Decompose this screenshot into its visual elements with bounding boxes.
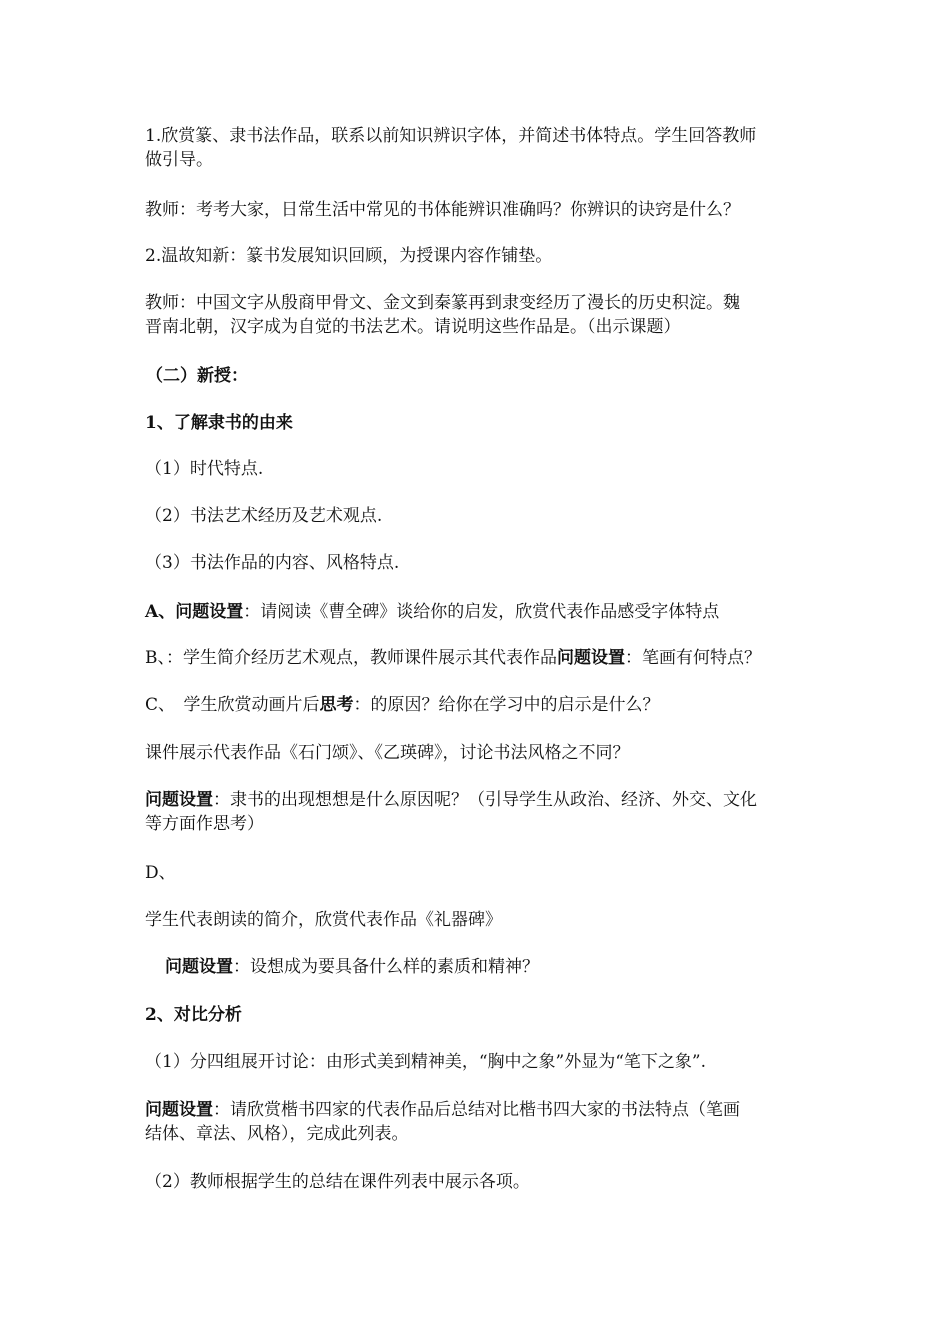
text-span: ：请欣赏楷书四家的代表作品后总结对比楷书四大家的书法特点（笔画 xyxy=(213,1100,740,1120)
text-line xyxy=(145,693,815,717)
text-line: （3）书法作品的内容、风格特点. xyxy=(145,553,400,573)
text-line xyxy=(165,955,835,979)
text-line: 学生代表朗读的简介，欣赏代表作品《礼器碑》 xyxy=(145,910,502,930)
list-item-1 xyxy=(145,457,815,481)
text-span: ：设想成为要具备什么样的素质和精神？ xyxy=(233,957,539,977)
list-item-teacher-summary xyxy=(145,1170,815,1194)
paragraph-question-four-masters xyxy=(145,1098,815,1146)
text-span: ：笔画有何特点？ xyxy=(625,648,761,668)
bold-label: 思考 xyxy=(319,695,354,715)
text-line: 1、了解隶书的由来 xyxy=(145,413,293,433)
text-line: （1）分四组展开讨论：由形式美到精神美，“胸中之象”外显为“笔下之象”. xyxy=(145,1052,706,1072)
bold-label: 问题设置 xyxy=(165,957,233,977)
text-span: ：请阅读《曹全碑》谈给你的启发，欣赏代表作品感受字体特点 xyxy=(243,602,720,622)
text-line: （1）时代特点. xyxy=(145,459,264,479)
subheading-comparison xyxy=(145,1003,815,1027)
text-line: 1.欣赏篆、隶书法作品，联系以前知识辨识字体，并简述书体特点。学生回答教师 xyxy=(145,126,757,146)
paragraph-a xyxy=(145,600,815,624)
text-span: ：的原因？给你在学习中的启示是什么？ xyxy=(353,695,660,715)
text-line: （二）新授： xyxy=(146,366,248,386)
paragraph-question-reason xyxy=(145,788,815,836)
text-line xyxy=(145,1098,815,1122)
paragraph-d xyxy=(145,861,815,885)
paragraph-teacher-history xyxy=(145,291,815,339)
paragraph-courseware xyxy=(145,741,815,765)
list-item-group-discussion xyxy=(145,1050,815,1074)
text-line: 结体、章法、风格），完成此列表。 xyxy=(145,1124,409,1144)
paragraph-question-spirit xyxy=(165,955,835,979)
text-line xyxy=(145,600,815,624)
bold-label: 问题设置 xyxy=(145,1100,213,1120)
text-line: 教师：中国文字从殷商甲骨文、金文到秦篆再到隶变经历了漫长的历史积淀。魏 xyxy=(145,293,740,313)
list-item-2 xyxy=(145,504,815,528)
list-item-3 xyxy=(145,551,815,575)
section-heading-new-lesson xyxy=(146,364,816,388)
subheading-origin xyxy=(145,411,815,435)
text-span: ：隶书的出现想想是什么原因呢？（引导学生从政治、经济、外交、文化 xyxy=(213,790,757,810)
text-span: B、：学生简介经历艺术观点，教师课件展示其代表作品 xyxy=(145,648,557,668)
bold-label: 问题设置 xyxy=(557,648,625,668)
paragraph-b xyxy=(145,646,815,670)
text-line: 课件展示代表作品《石门颂》、《乙瑛碑》，讨论书法风格之不同？ xyxy=(145,743,630,763)
text-line: （2）教师根据学生的总结在课件列表中展示各项。 xyxy=(145,1172,530,1192)
bold-label: A、问题设置 xyxy=(145,602,244,622)
text-line: D、 xyxy=(145,863,176,883)
paragraph-review xyxy=(145,244,815,268)
paragraph-c xyxy=(145,693,815,717)
text-line: 晋南北朝，汉字成为自觉的书法艺术。请说明这些作品是。（出示课题） xyxy=(145,317,681,337)
paragraph-teacher-question xyxy=(145,198,815,222)
text-line: 教师：考考大家，日常生活中常见的书体能辨识准确吗？你辨识的诀窍是什么？ xyxy=(145,200,740,220)
bold-label: 问题设置 xyxy=(145,790,213,810)
text-line: 等方面作思考） xyxy=(145,814,264,834)
text-line: 2.温故知新：篆书发展知识回顾，为授课内容作铺垫。 xyxy=(145,246,553,266)
paragraph-appreciate-works xyxy=(145,124,815,172)
text-line: 做引导。 xyxy=(145,150,213,170)
text-line xyxy=(145,788,815,812)
text-line: 2、对比分析 xyxy=(145,1005,242,1025)
text-line xyxy=(145,646,815,670)
paragraph-student-reading xyxy=(145,908,815,932)
text-span: C、 学生欣赏动画片后 xyxy=(145,695,320,715)
text-line: （2）书法艺术经历及艺术观点. xyxy=(145,506,383,526)
